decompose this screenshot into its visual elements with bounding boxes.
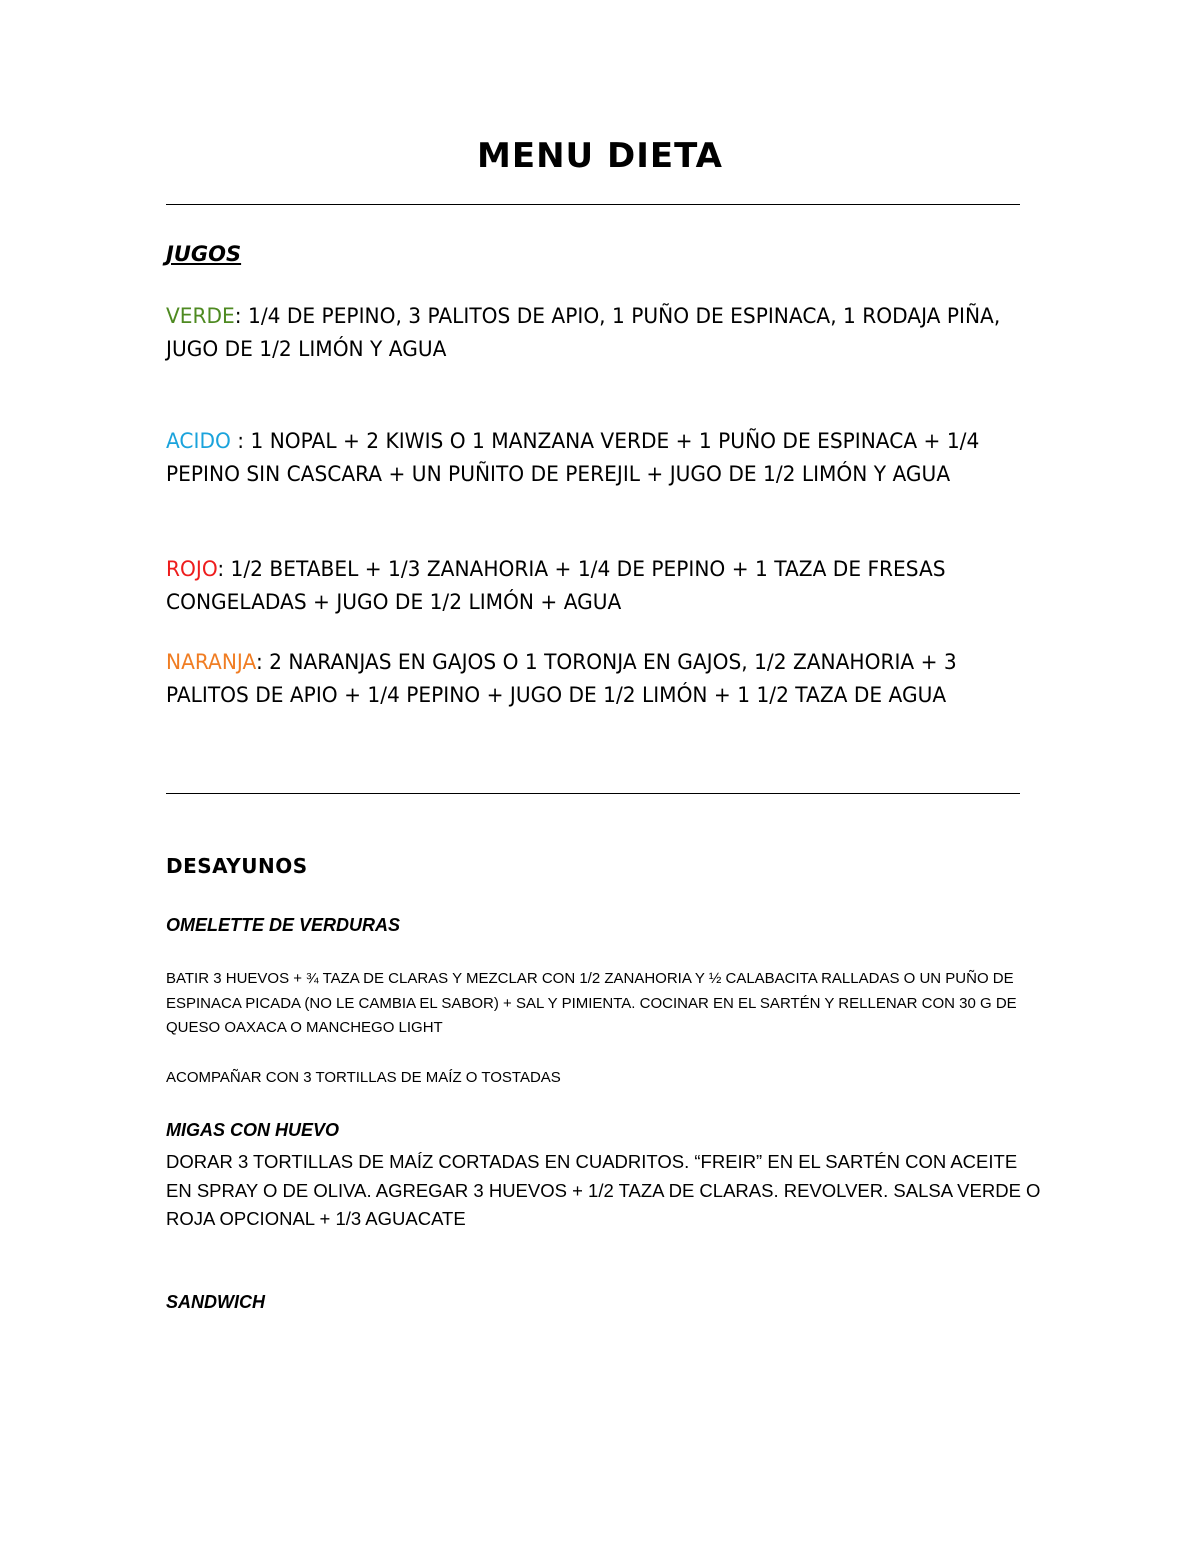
recipe-side-omelette: ACOMPAÑAR CON 3 TORTILLAS DE MAÍZ O TOSTADAS bbox=[166, 1069, 561, 1086]
juice-name-rojo: ROJO bbox=[166, 557, 218, 581]
recipe-title-sandwich: SANDWICH bbox=[166, 1292, 265, 1312]
divider-line-top bbox=[166, 204, 1020, 205]
juice-name-naranja: NARANJA bbox=[166, 650, 256, 674]
juice-naranja bbox=[166, 646, 1011, 712]
juice-ingredients: 1 NOPAL + 2 KIWIS O 1 MANZANA VERDE + 1 PUÑO DE ESPINACA + 1/4 PEPINO SIN CASCARA + UN PUÑITO DE PEREJIL + JUGO DE 1/2 LIMÓN Y AGUA bbox=[166, 429, 980, 486]
juice-name-verde: VERDE bbox=[166, 304, 235, 328]
recipe-text-omelette: BATIR 3 HUEVOS + ¾ TAZA DE CLARAS Y MEZCLAR CON 1/2 ZANAHORIA Y ½ CALABACITA RALLADAS O UN PUÑO DE ESPINACA PICADA (NO LE CAMBIA EL SABOR) + SAL Y PIMIENTA. COCINAR EN EL SARTÉN Y RELLENAR CON 30 G DE QUESO OAXACA O MANCHEGO LIGHT bbox=[166, 970, 1017, 1036]
juice-ingredients: 2 NARANJAS EN GAJOS O 1 TORONJA EN GAJOS, 1/2 ZANAHORIA + 3 PALITOS DE APIO + 1/4 PEPINO + JUGO DE 1/2 LIMÓN + 1 1/2 TAZA DE AGUA bbox=[166, 650, 957, 707]
juice-rojo bbox=[166, 553, 1011, 619]
juice-ingredients: 1/2 BETABEL + 1/3 ZANAHORIA + 1/4 DE PEPINO + 1 TAZA DE FRESAS CONGELADAS + JUGO DE 1/2 LIMÓN + AGUA bbox=[166, 557, 946, 614]
juice-separator: : bbox=[255, 650, 263, 674]
juice-separator: : bbox=[234, 304, 242, 328]
juice-separator: : bbox=[230, 429, 245, 453]
juice-name-acido: ACIDO bbox=[166, 429, 231, 453]
page-title: MENU DIETA bbox=[477, 136, 723, 176]
breakfasts-heading: DESAYUNOS bbox=[166, 854, 308, 878]
juice-separator: : bbox=[217, 557, 225, 581]
divider-line-bottom bbox=[166, 793, 1020, 794]
recipe-text-migas: DORAR 3 TORTILLAS DE MAÍZ CORTADAS EN CUADRITOS. “FREIR” EN EL SARTÉN CON ACEITE EN SPRAY O DE OLIVA. AGREGAR 3 HUEVOS + 1/2 TAZA DE CLARAS. REVOLVER. SALSA VERDE O ROJA OPCIONAL + 1/3 AGUACATE bbox=[166, 1151, 1041, 1229]
juice-acido bbox=[166, 425, 1011, 491]
recipe-title-migas: MIGAS CON HUEVO bbox=[166, 1120, 340, 1140]
juices-heading: JUGOS bbox=[166, 242, 242, 266]
juice-ingredients: 1/4 DE PEPINO, 3 PALITOS DE APIO, 1 PUÑO DE ESPINACA, 1 RODAJA PIÑA, JUGO DE 1/2 LIMÓN Y AGUA bbox=[166, 304, 1001, 361]
juice-verde bbox=[166, 300, 1011, 366]
recipe-title-omelette: OMELETTE DE VERDURAS bbox=[166, 915, 401, 935]
